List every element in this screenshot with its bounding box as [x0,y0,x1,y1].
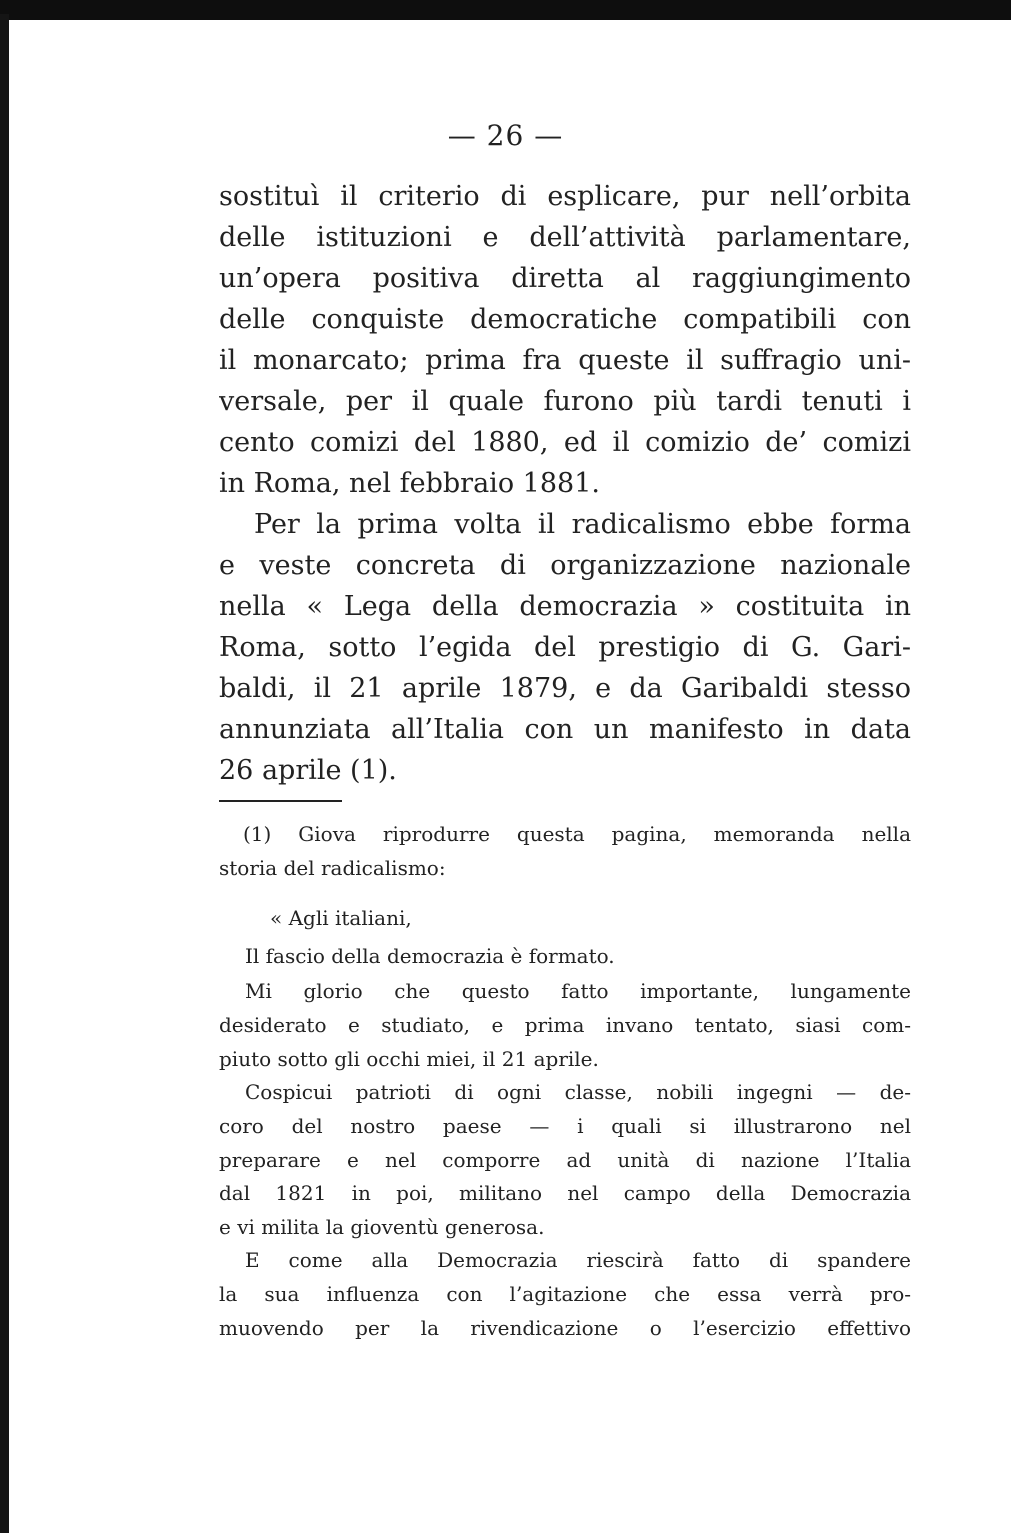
body-line: nella « Lega della democrazia » costituita in [219,591,911,622]
page-number: — 26 — [447,119,564,152]
footnote-line: muovendo per la rivendicazione o l’esercizio effettivo [219,1316,911,1340]
footnote-line: piuto sotto gli occhi miei, il 21 aprile. [219,1047,599,1071]
footnote-line: dal 1821 in poi, militano nel campo della Democrazia [219,1181,911,1205]
body-line: un’opera positiva diretta al raggiungimento [219,263,911,294]
scan-left-border [0,14,9,1533]
body-line: delle istituzioni e dell’attività parlamentare, [219,222,911,253]
footnote-line: la sua influenza con l’agitazione che essa verrà pro- [219,1282,911,1306]
footnote-line: « Agli italiani, [270,906,412,930]
body-line: delle conquiste democratiche compatibili con [219,304,911,335]
footnote-separator [219,800,342,802]
body-line: il monarcato; prima fra queste il suffragio uni- [219,345,911,376]
footnote-line: E come alla Democrazia riescirà fatto di spandere [245,1248,911,1272]
body-line: baldi, il 21 aprile 1879, e da Garibaldi stesso [219,673,911,704]
footnote-line: Mi glorio che questo fatto importante, lungamente [245,979,911,1003]
body-line: cento comizi del 1880, ed il comizio de’ comizi [219,427,911,458]
footnote-line: storia del radicalismo: [219,856,446,880]
body-line: sostituì il criterio di esplicare, pur nell’orbita [219,181,911,212]
footnote-line: (1) Giova riprodurre questa pagina, memoranda nella [243,822,911,846]
scan-top-border [0,0,1011,20]
footnote-line: Il fascio della democrazia è formato. [245,944,615,968]
body-line: annunziata all’Italia con un manifesto in data [219,714,911,745]
body-line: Per la prima volta il radicalismo ebbe forma [254,509,911,540]
footnote-line: coro del nostro paese — i quali si illustrarono nel [219,1114,911,1138]
body-line: e veste concreta di organizzazione nazionale [219,550,911,581]
footnote-line: Cospicui patrioti di ogni classe, nobili ingegni — de- [245,1080,911,1104]
footnote-line: e vi milita la gioventù generosa. [219,1215,545,1239]
footnote-line: preparare e nel comporre ad unità di nazione l’Italia [219,1148,911,1172]
body-line: Roma, sotto l’egida del prestigio di G. Gari- [219,632,911,663]
footnote-line: desiderato e studiato, e prima invano tentato, siasi com- [219,1013,911,1037]
body-line: 26 aprile (1). [219,755,397,786]
body-line: versale, per il quale furono più tardi tenuti i [219,386,911,417]
body-line: in Roma, nel febbraio 1881. [219,468,600,499]
